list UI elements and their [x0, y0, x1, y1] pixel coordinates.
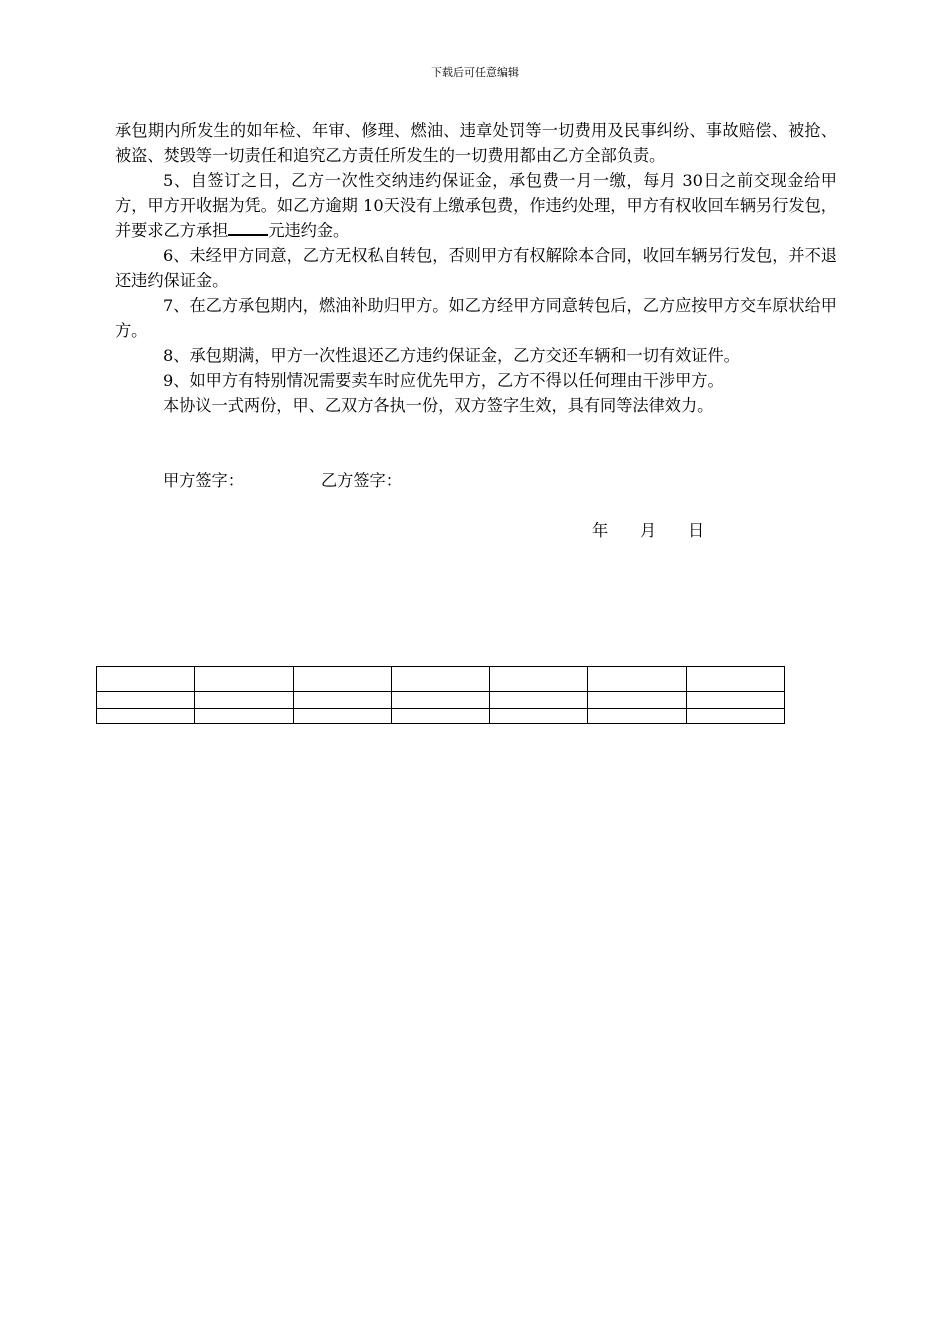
signature-line — [163, 468, 402, 493]
date-year-label: 年 — [592, 521, 609, 540]
contract-body — [115, 118, 837, 418]
paragraph-clause-7: 7、在乙方承包期内，燃油补助归甲方。如乙方经甲方同意转包后，乙方应按甲方交车原状给甲方。 — [115, 296, 837, 340]
table-row — [97, 667, 785, 692]
amount-blank — [228, 220, 268, 236]
date-line — [592, 518, 704, 543]
party-b-signature-label: 乙方签字： — [321, 471, 402, 490]
party-a-signature-label: 甲方签字： — [163, 471, 244, 490]
paragraph-clause-6: 6、未经甲方同意，乙方无权私自转包，否则甲方有权解除本合同，收回车辆另行发包，并不退还违约保证金。 — [115, 246, 837, 290]
paragraph-clause-9: 9、如甲方有特别情况需要卖车时应优先甲方，乙方不得以任何理由干涉甲方。 — [163, 371, 724, 390]
date-day-label: 日 — [688, 521, 705, 540]
paragraph-clause-5: 5、自签订之日，乙方一次性交纳违约保证金，承包费一月一缴，每月 30日之前交现金给甲方，甲方开收据为凭。如乙方逾期 10天没有上缴承包费，作违约处理，甲方有权收回车辆另行发包，并要求乙方承担 元违约金。 — [115, 171, 837, 240]
empty-table — [96, 666, 785, 724]
table-row — [97, 692, 785, 709]
paragraph-clause-8: 8、承包期满，甲方一次性退还乙方违约保证金，乙方交还车辆和一切有效证件。 — [163, 346, 740, 365]
paragraph-agreement: 本协议一式两份，甲、乙双方各执一份，双方签字生效，具有同等法律效力。 — [163, 396, 714, 415]
paragraph-1: 承包期内所发生的如年检、年审、修理、燃油、违章处罚等一切费用及民事纠纷、事故赔偿、被抢、被盗、焚毁等一切责任和追究乙方责任所发生的一切费用都由乙方全部负责。 — [115, 121, 837, 165]
page-header-note: 下载后可任意编辑 — [431, 66, 519, 79]
table-row — [97, 709, 785, 724]
date-month-label: 月 — [640, 521, 657, 540]
